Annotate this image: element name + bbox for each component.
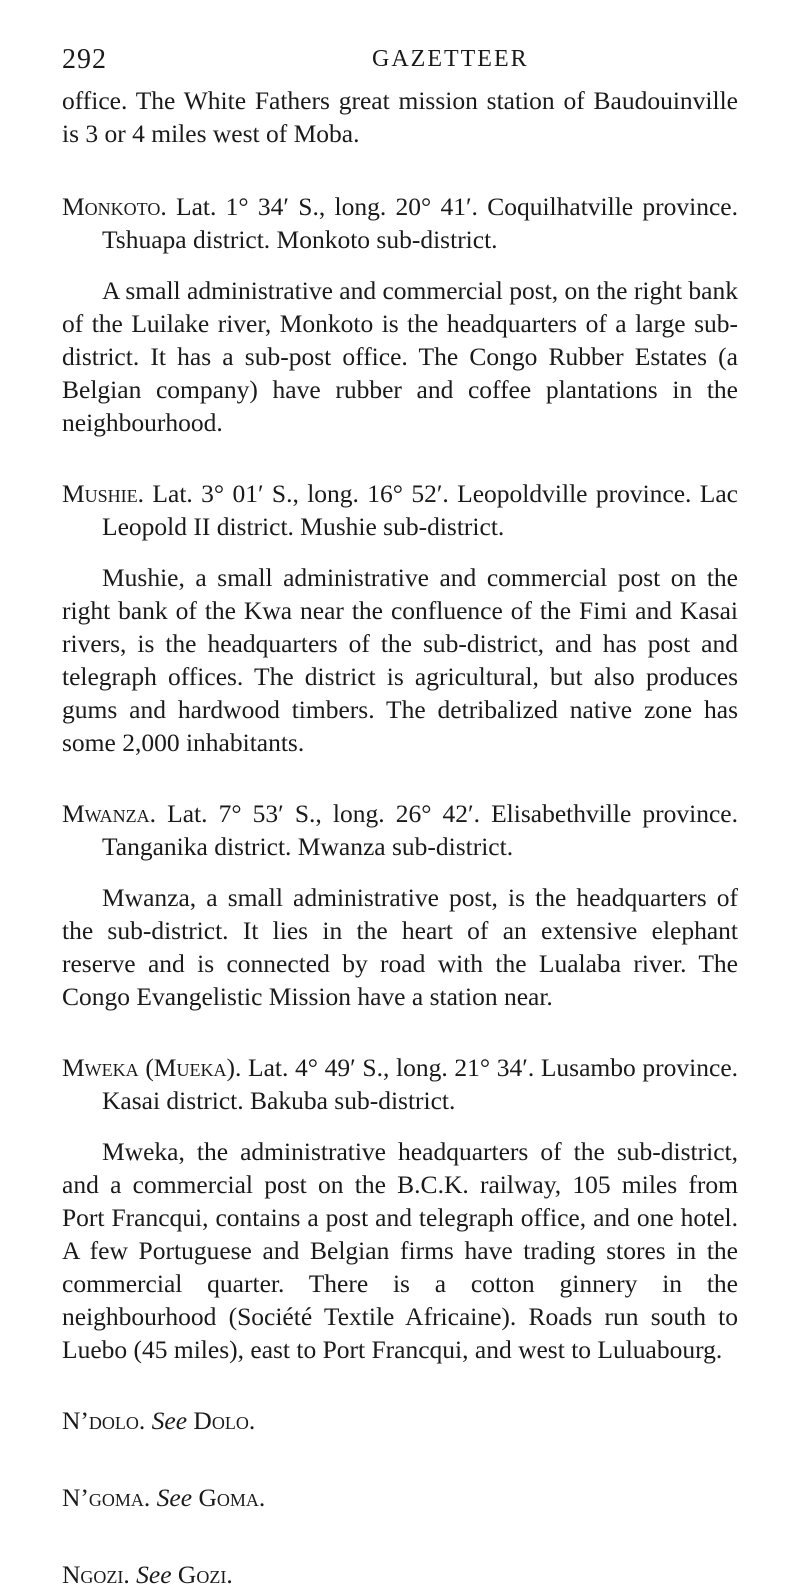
cross-reference-ngozi (62, 1558, 738, 1591)
xref-headword: Ngozi. (62, 1560, 130, 1589)
page-number: 292 (62, 44, 107, 75)
entry-description: Mwanza, a small administrative post, is the headquarters of the sub-district. It lies in the heart of an extensive elephant reserve and is connected by road with the Lualaba river. The Congo Evangelistic Mission have a station near. (62, 883, 738, 1011)
entry-location: Lat. 1° 34′ S., long. 20° 41′. Coquilhatville province. Tshuapa district. Monkoto sub-district. (102, 192, 738, 254)
entry-headword: Monkoto. (62, 192, 167, 221)
xref-target: Dolo. (193, 1406, 256, 1435)
xref-headword: N’dolo. (62, 1406, 146, 1435)
xref-see: See (156, 1483, 193, 1512)
entry-heading (62, 1051, 738, 1117)
entry-description: Mweka, the administrative headquarters of the sub-district, and a commercial post on the B.C.K. railway, 105 miles from Port Francqui, contains a post and telegraph office, and one hotel. A few Portuguese and Belgian firms have trading stores in the commercial quarter. There is a cotton ginnery in the neighbourhood (Société Textile Africaine). Roads run south to Luebo (45 miles), east to Port Francqui, and west to Luluabourg. (62, 1137, 738, 1364)
running-title: GAZETTEER (372, 46, 529, 72)
entry-headword: Mweka (Mueka). (62, 1053, 242, 1082)
xref-see: See (136, 1560, 172, 1589)
continuation-paragraph: office. The White Fathers great mission station of Baudouinville is 3 or 4 miles west of Moba. (62, 86, 738, 148)
entry-location: Lat. 3° 01′ S., long. 16° 52′. Leopoldville province. Lac Leopold II district. Mushie sub-district. (102, 479, 739, 541)
entry-description: Mushie, a small administrative and commercial post on the right bank of the Kwa near the confluence of the Fimi and Kasai rivers, is the headquarters of the sub-district, and has post and telegraph offices. The district is agricultural, but also produces gums and hardwood timbers. The detribalized native zone has some 2,000 inhabitants. (62, 563, 738, 757)
xref-see: See (151, 1406, 188, 1435)
entry-mweka (62, 1051, 738, 1366)
entry-monkoto (62, 190, 738, 439)
entry-headword: Mwanza. (62, 799, 157, 828)
entry-heading (62, 477, 738, 543)
entry-mushie (62, 477, 738, 759)
entry-heading (62, 797, 738, 863)
xref-headword: N’goma. (62, 1483, 151, 1512)
page-header (62, 44, 738, 84)
xref-target: Goma. (198, 1483, 266, 1512)
entry-location: Lat. 7° 53′ S., long. 26° 42′. Elisabethville province. Tanganika district. Mwanza sub-district. (102, 799, 738, 861)
cross-reference-ndolo (62, 1404, 738, 1437)
entry-description: A small administrative and commercial post, on the right bank of the Luilake river, Monkoto is the headquarters of a large sub-district. It has a sub-post office. The Congo Rubber Estates (a Belgian company) have rubber and coffee plantations in the neighbourhood. (62, 276, 738, 437)
xref-target: Gozi. (177, 1560, 233, 1589)
entry-location: Lat. 4° 49′ S., long. 21° 34′. Lusambo province. Kasai district. Bakuba sub-district. (102, 1053, 739, 1115)
entry-headword: Mushie. (62, 479, 145, 508)
entry-heading (62, 190, 738, 256)
entry-mwanza (62, 797, 738, 1013)
cross-reference-ngoma (62, 1481, 738, 1514)
